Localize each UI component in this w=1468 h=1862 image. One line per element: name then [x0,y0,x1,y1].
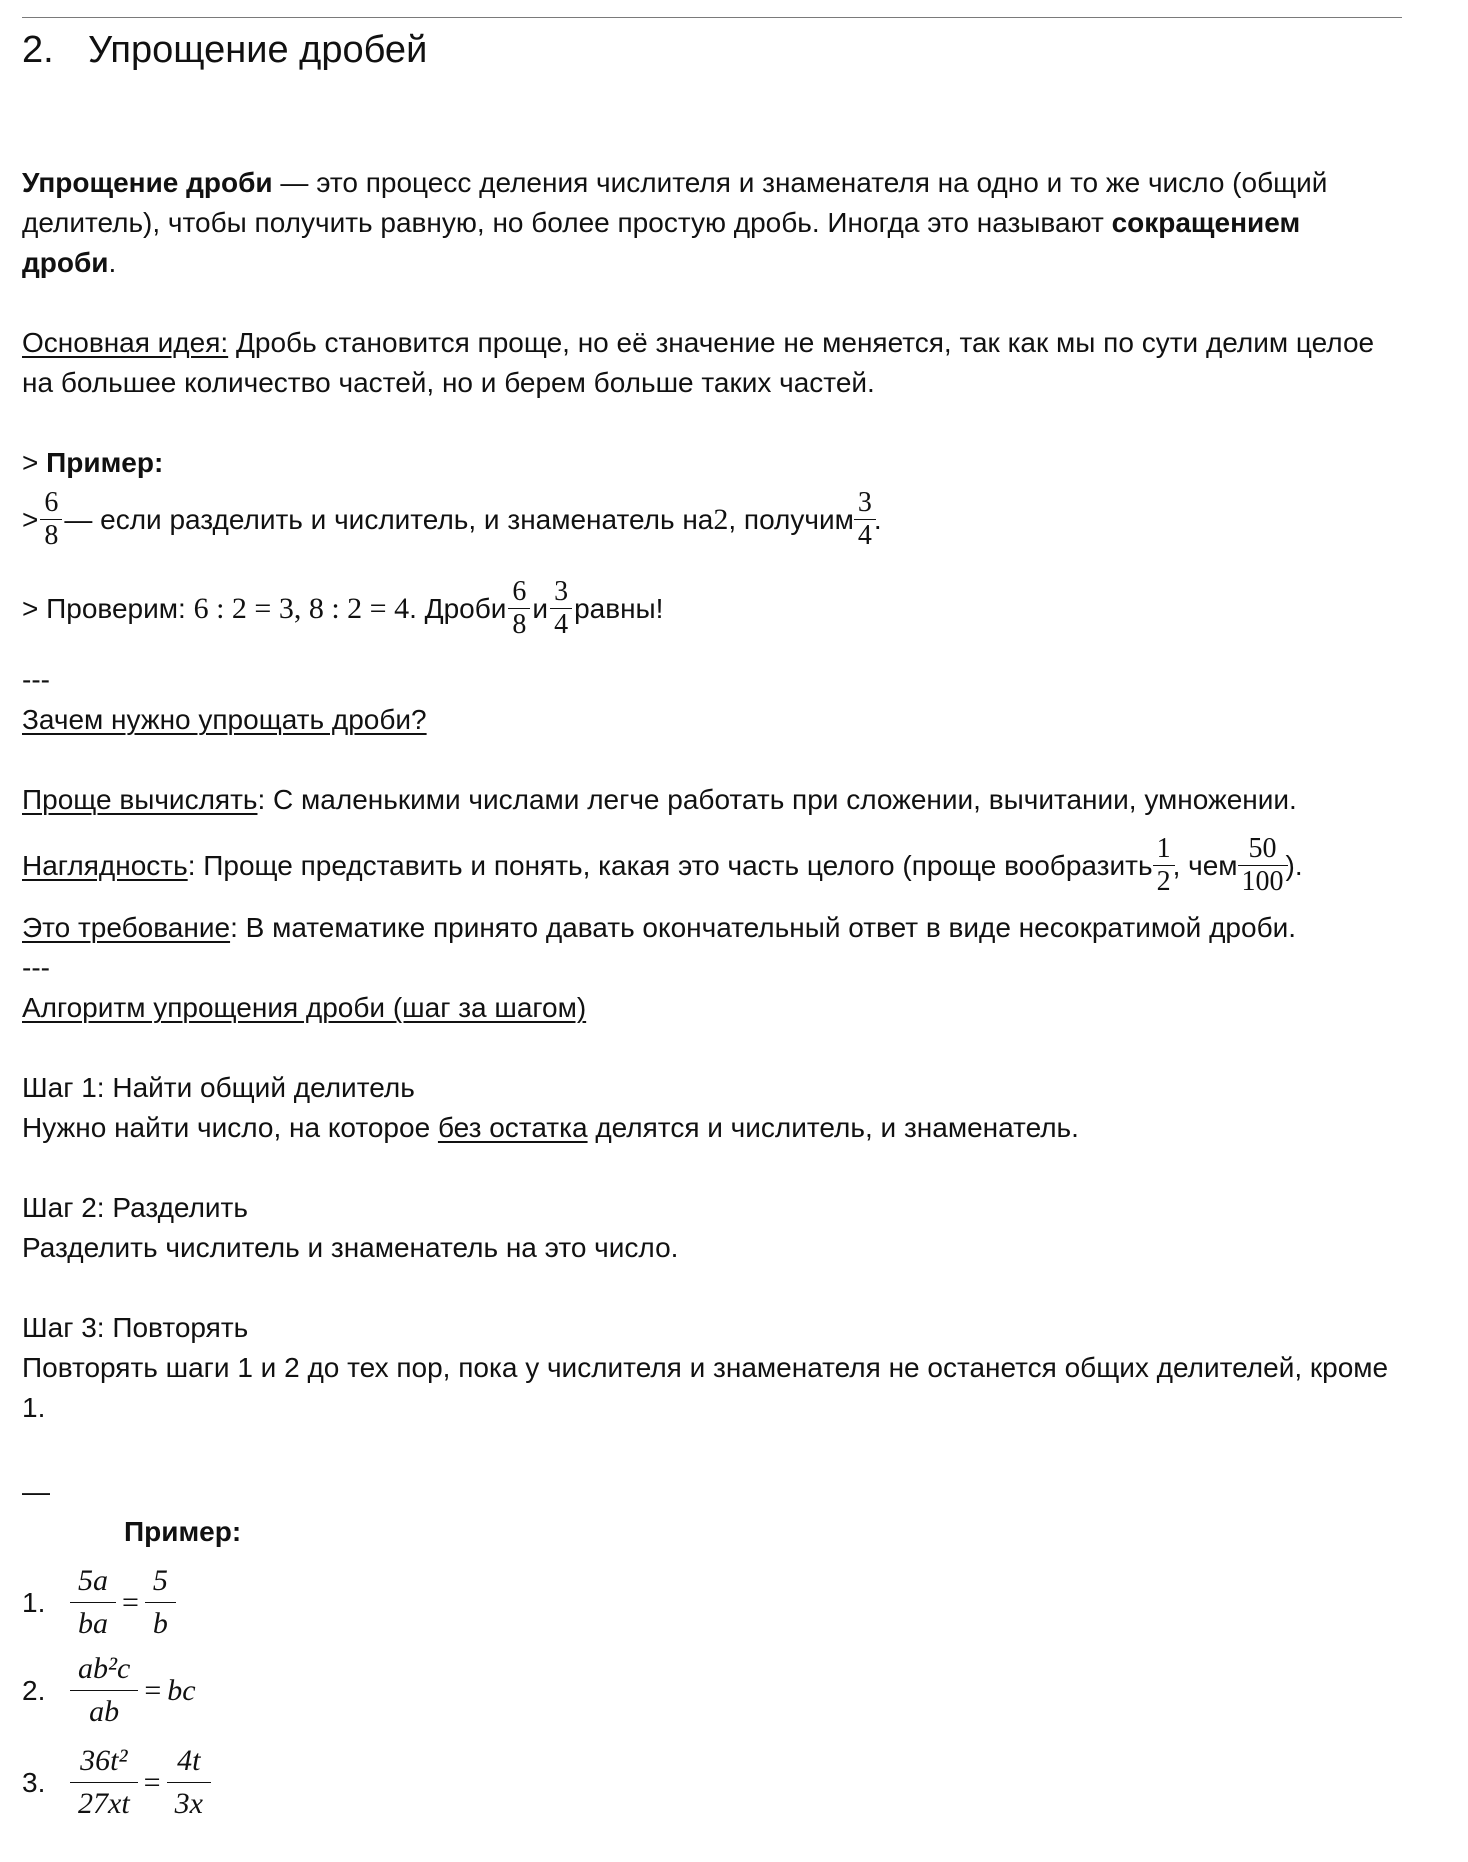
fraction-numerator: 6 [512,576,527,607]
fraction-denominator: ba [70,1602,116,1645]
fraction-denominator: 8 [40,519,62,551]
step-2 [22,1188,1402,1268]
fraction [74,1648,134,1733]
example1-text2: , получим [728,503,854,535]
and-word: и [532,592,549,624]
step-2-text: Разделить числитель и знаменатель на это число. [22,1232,679,1263]
reason-1 [22,780,1402,820]
fraction-numerator: 6 [44,487,59,518]
check-text: . Дроби [409,592,507,624]
fraction-denominator: b [145,1602,176,1645]
reason-2 [22,834,1402,897]
separator: --- [22,664,50,695]
step-2-title: Шаг 2: Разделить [22,1192,248,1223]
equals-sign: = [143,1765,161,1799]
fraction [74,1560,112,1645]
main-idea-label: Основная идея: [22,327,229,358]
fraction-numerator: 3 [554,576,569,607]
main-idea-text: Дробь становится проще, но её значение не меняется, так как мы по сути делим целое на большее количество частей, но и берем больше таких частей. [22,327,1375,398]
fraction-numerator: 4t [177,1744,201,1777]
reason-2-end: ). [1285,849,1303,881]
fraction-denominator: 2 [1153,865,1175,897]
example-number: 2. [22,1674,46,1706]
fraction-denominator: 4 [550,608,572,640]
fraction [149,1560,172,1645]
why-heading-text: Зачем нужно упрощать дроби? [22,704,427,735]
fraction-numerator: 5a [78,1564,108,1597]
fraction-numerator: 5 [152,1564,168,1597]
fraction-denominator: 8 [508,608,530,640]
example-item [22,1560,176,1645]
example1-text: — если разделить и числитель, и знаменатель на [64,503,714,535]
example1-heading-text: Пример: [46,447,164,478]
reason-1-label: Проще вычислять [22,784,258,815]
example1-heading [22,443,1402,483]
result-expression: bc [167,1673,196,1707]
reason-2-mid: , чем [1172,849,1238,881]
top-divider [22,17,1402,18]
fraction-numerator: 50 [1248,833,1277,864]
example-item [22,1648,196,1733]
why-heading [22,700,1402,740]
fraction-denominator: 4 [854,519,876,551]
example1-end: . [873,503,882,535]
fraction-6-8 [42,488,60,551]
step-3 [22,1308,1402,1428]
math-number: 2 [713,502,729,536]
equals-sign: = [144,1673,162,1707]
section-number: 2. [22,29,54,71]
fraction-6-8 [510,577,528,640]
reason-3-text: : В математике принято давать окончательный ответ в виде несократимой дроби. [230,912,1297,943]
section-title [22,26,427,74]
reason-2-label: Наглядность [22,849,188,881]
fraction-denominator: 27xt [70,1782,138,1825]
example1-line2 [22,577,1402,640]
section-title-text: Упрощение дробей [88,29,428,71]
reason-3 [22,908,1402,948]
examples-heading [124,1512,724,1552]
definition-term2: сокращением дроби [22,207,1301,278]
fraction-denominator: ab [70,1690,138,1733]
reason-1-text: : С маленькими числами легче работать при сложении, вычитании, умножении. [257,784,1297,815]
check-math: 6 : 2 = 3, 8 : 2 = 4 [193,591,410,625]
check-label: > Проверим: [22,592,194,624]
algorithm-heading-text: Алгоритм упрощения дроби (шаг за шагом) [22,992,587,1023]
fraction-3-4 [552,577,570,640]
fraction-numerator: ab²c [78,1652,131,1685]
example-item [22,1740,211,1825]
reason-3-label: Это требование [22,912,231,943]
step-1-text: Нужно найти число, на которое [22,1112,438,1143]
step-1-title: Шаг 1: Найти общий делитель [22,1072,415,1103]
fraction-1-2 [1155,834,1173,897]
definition-text: — это процесс деления числителя и знаменателя на одно и то же число (общий делитель), чтобы получить равную, но более простую дробь. Иногда это называют [22,167,1328,238]
step-3-text: Повторять шаги 1 и 2 до тех пор, пока у числителя и знаменателя не останется общих делителей, кроме 1. [22,1352,1389,1423]
step-1-underlined: без остатка [437,1112,588,1143]
quote-marker: > [22,503,39,535]
fraction-denominator: 3x [167,1782,211,1825]
check-end: равны! [574,592,664,624]
step-3-title: Шаг 3: Повторять [22,1312,249,1343]
fraction-numerator: 1 [1156,833,1171,864]
fraction-numerator: 3 [857,487,872,518]
example1-line1 [22,488,1402,551]
main-idea-paragraph [22,323,1402,403]
fraction-denominator: 100 [1238,865,1288,897]
fraction [171,1740,207,1825]
fraction-50-100 [1240,834,1286,897]
fraction-numerator: 36t² [80,1744,128,1777]
fraction-3-4 [856,488,874,551]
example-number: 3. [22,1766,46,1798]
algorithm-heading [22,988,1402,1028]
fraction [74,1740,134,1825]
example-number: 1. [22,1586,46,1618]
reason-2-text: : Проще представить и понять, какая это часть целого (проще вообразить [187,849,1153,881]
definition-paragraph [22,163,1402,283]
definition-end: . [108,247,117,278]
definition-term: Упрощение дроби [22,167,273,198]
separator: --- [22,952,50,983]
quote-marker: > [22,447,47,478]
equals-sign: = [122,1585,139,1619]
examples-heading-text: Пример: [124,1516,242,1547]
separator: — [22,1476,50,1507]
step-1-text-end: делятся и числитель, и знаменатель. [587,1112,1079,1143]
step-1 [22,1068,1402,1148]
